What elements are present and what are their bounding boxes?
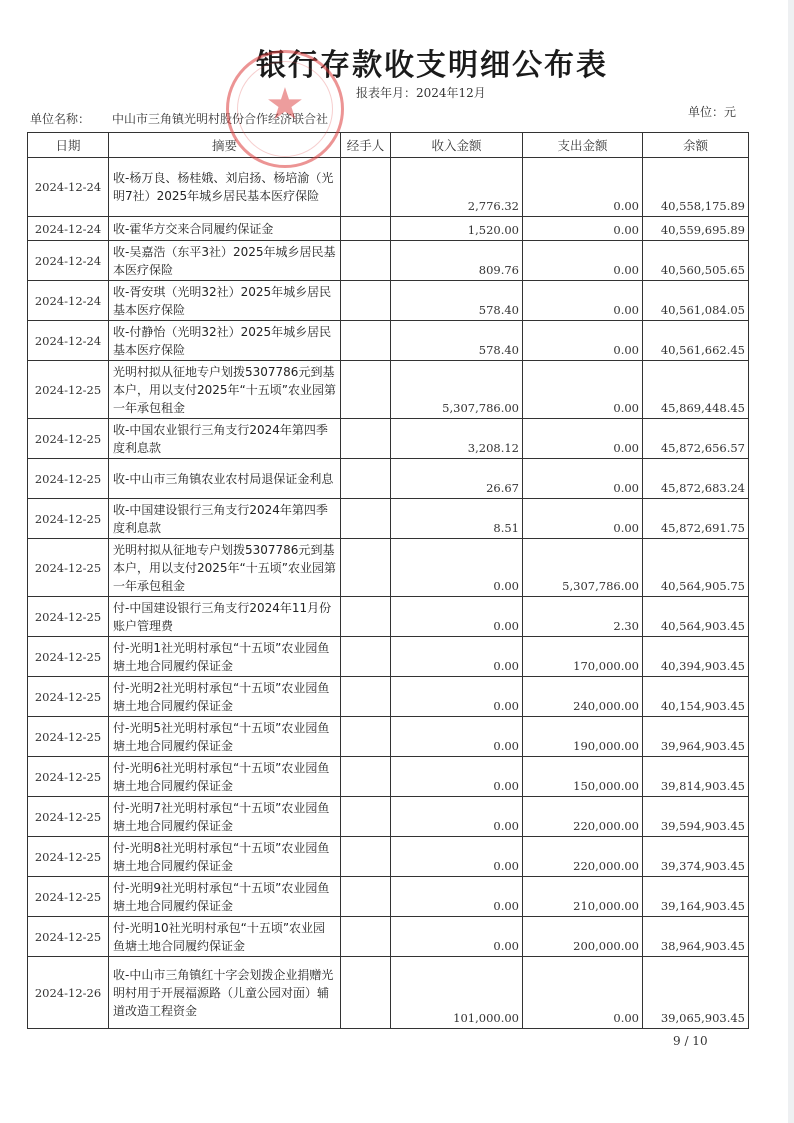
- table-row: [28, 717, 749, 757]
- handler-cell: [341, 539, 391, 597]
- balance-cell: 40,559,695.89: [643, 217, 749, 241]
- table-row: [28, 217, 749, 241]
- unit-name: [30, 110, 328, 127]
- expense-cell: 150,000.00: [523, 757, 643, 797]
- expense-cell: 0.00: [523, 241, 643, 281]
- balance-cell: 40,558,175.89: [643, 158, 749, 217]
- date-cell: 2024-12-25: [28, 917, 109, 957]
- date-cell: 2024-12-25: [28, 877, 109, 917]
- date-cell: 2024-12-24: [28, 241, 109, 281]
- table-row: [28, 241, 749, 281]
- date-cell: 2024-12-25: [28, 361, 109, 419]
- expense-cell: 0.00: [523, 459, 643, 499]
- expense-cell: 210,000.00: [523, 877, 643, 917]
- summary-cell: 光明村拟从征地专户划拨5307786元到基本户，用以支付2025年“十五顷”农业园第一年承包租金: [109, 539, 341, 597]
- balance-cell: 40,560,505.65: [643, 241, 749, 281]
- summary-cell: 收-中山市三角镇农业农村局退保证金利息: [109, 459, 341, 499]
- income-cell: 578.40: [391, 321, 523, 361]
- summary-cell: 付-光明10社光明村承包“十五顷”农业园鱼塘土地合同履约保证金: [109, 917, 341, 957]
- expense-cell: 220,000.00: [523, 797, 643, 837]
- table-row: [28, 637, 749, 677]
- expense-cell: 0.00: [523, 217, 643, 241]
- handler-cell: [341, 361, 391, 419]
- table-row: [28, 877, 749, 917]
- table-row: [28, 158, 749, 217]
- seal-star-icon: ★: [265, 79, 305, 130]
- income-cell: 0.00: [391, 917, 523, 957]
- page-edge: [788, 0, 794, 1123]
- expense-cell: 240,000.00: [523, 677, 643, 717]
- handler-cell: [341, 837, 391, 877]
- unit-name-label: 单位名称：: [30, 112, 91, 126]
- date-cell: 2024-12-25: [28, 539, 109, 597]
- date-cell: 2024-12-25: [28, 837, 109, 877]
- expense-cell: 200,000.00: [523, 917, 643, 957]
- summary-cell: 收-胥安琪（光明32社）2025年城乡居民基本医疗保险: [109, 281, 341, 321]
- expense-cell: 190,000.00: [523, 717, 643, 757]
- expense-cell: 0.00: [523, 281, 643, 321]
- income-cell: 8.51: [391, 499, 523, 539]
- handler-cell: [341, 217, 391, 241]
- expense-cell: 0.00: [523, 957, 643, 1029]
- summary-cell: 付-光明2社光明村承包“十五顷”农业园鱼塘土地合同履约保证金: [109, 677, 341, 717]
- table-row: [28, 539, 749, 597]
- column-header-income: 收入金额: [391, 133, 523, 158]
- handler-cell: [341, 241, 391, 281]
- table-row: [28, 281, 749, 321]
- handler-cell: [341, 419, 391, 459]
- balance-cell: 39,374,903.45: [643, 837, 749, 877]
- table-row: [28, 917, 749, 957]
- balance-cell: 45,872,656.57: [643, 419, 749, 459]
- date-cell: 2024-12-25: [28, 637, 109, 677]
- income-cell: 101,000.00: [391, 957, 523, 1029]
- handler-cell: [341, 597, 391, 637]
- balance-cell: 45,869,448.45: [643, 361, 749, 419]
- income-cell: 0.00: [391, 877, 523, 917]
- balance-cell: 40,561,662.45: [643, 321, 749, 361]
- handler-cell: [341, 917, 391, 957]
- income-cell: 0.00: [391, 677, 523, 717]
- income-cell: 0.00: [391, 797, 523, 837]
- transactions-table: [27, 132, 749, 1029]
- column-header-handler: 经手人: [341, 133, 391, 158]
- income-cell: 5,307,786.00: [391, 361, 523, 419]
- expense-cell: 220,000.00: [523, 837, 643, 877]
- summary-cell: 光明村拟从征地专户划拨5307786元到基本户，用以支付2025年“十五顷”农业园第一年承包租金: [109, 361, 341, 419]
- table-header-row: [28, 133, 749, 158]
- page-indicator: 9 / 10: [673, 1034, 708, 1048]
- summary-cell: 付-光明8社光明村承包“十五顷”农业园鱼塘土地合同履约保证金: [109, 837, 341, 877]
- handler-cell: [341, 637, 391, 677]
- table-row: [28, 837, 749, 877]
- column-header-summary: 摘要: [109, 133, 341, 158]
- date-cell: 2024-12-24: [28, 217, 109, 241]
- handler-cell: [341, 158, 391, 217]
- column-header-expense: 支出金额: [523, 133, 643, 158]
- balance-cell: 39,164,903.45: [643, 877, 749, 917]
- date-cell: 2024-12-25: [28, 499, 109, 539]
- income-cell: 1,520.00: [391, 217, 523, 241]
- table-row: [28, 419, 749, 459]
- table-row: [28, 957, 749, 1029]
- income-cell: 3,208.12: [391, 419, 523, 459]
- expense-cell: 0.00: [523, 419, 643, 459]
- document-title: 银行存款收支明细公布表: [256, 48, 608, 83]
- summary-cell: 收-中国建设银行三角支行2024年第四季度利息款: [109, 499, 341, 539]
- table-row: [28, 321, 749, 361]
- balance-cell: 39,814,903.45: [643, 757, 749, 797]
- balance-cell: 40,561,084.05: [643, 281, 749, 321]
- income-cell: 0.00: [391, 539, 523, 597]
- handler-cell: [341, 499, 391, 539]
- summary-cell: 付-中国建设银行三角支行2024年11月份账户管理费: [109, 597, 341, 637]
- summary-cell: 收-吴嘉浩（东平3社）2025年城乡居民基本医疗保险: [109, 241, 341, 281]
- handler-cell: [341, 877, 391, 917]
- balance-cell: 40,394,903.45: [643, 637, 749, 677]
- expense-cell: 0.00: [523, 321, 643, 361]
- summary-cell: 付-光明7社光明村承包“十五顷”农业园鱼塘土地合同履约保证金: [109, 797, 341, 837]
- balance-cell: 38,964,903.45: [643, 917, 749, 957]
- expense-cell: 2.30: [523, 597, 643, 637]
- income-cell: 2,776.32: [391, 158, 523, 217]
- date-cell: 2024-12-25: [28, 757, 109, 797]
- table-row: [28, 797, 749, 837]
- expense-cell: 0.00: [523, 158, 643, 217]
- handler-cell: [341, 797, 391, 837]
- column-header-balance: 余额: [643, 133, 749, 158]
- date-cell: 2024-12-25: [28, 419, 109, 459]
- expense-cell: 0.00: [523, 499, 643, 539]
- report-period: 报表年月：2024年12月: [356, 86, 486, 100]
- expense-cell: 5,307,786.00: [523, 539, 643, 597]
- balance-cell: 45,872,691.75: [643, 499, 749, 539]
- balance-cell: 39,594,903.45: [643, 797, 749, 837]
- income-cell: 0.00: [391, 637, 523, 677]
- income-cell: 0.00: [391, 717, 523, 757]
- income-cell: 0.00: [391, 837, 523, 877]
- table-row: [28, 499, 749, 539]
- balance-cell: 39,964,903.45: [643, 717, 749, 757]
- handler-cell: [341, 677, 391, 717]
- table-row: [28, 677, 749, 717]
- balance-cell: 45,872,683.24: [643, 459, 749, 499]
- summary-cell: 收-中山市三角镇红十字会划拨企业捐赠光明村用于开展福源路（儿童公园对面）辅道改造工程资金: [109, 957, 341, 1029]
- summary-cell: 付-光明9社光明村承包“十五顷”农业园鱼塘土地合同履约保证金: [109, 877, 341, 917]
- table-row: [28, 597, 749, 637]
- handler-cell: [341, 957, 391, 1029]
- income-cell: 26.67: [391, 459, 523, 499]
- summary-cell: 收-付静怡（光明32社）2025年城乡居民基本医疗保险: [109, 321, 341, 361]
- summary-cell: 收-霍华方交来合同履约保证金: [109, 217, 341, 241]
- income-cell: 0.00: [391, 757, 523, 797]
- handler-cell: [341, 717, 391, 757]
- date-cell: 2024-12-24: [28, 158, 109, 217]
- handler-cell: [341, 321, 391, 361]
- summary-cell: 付-光明1社光明村承包“十五顷”农业园鱼塘土地合同履约保证金: [109, 637, 341, 677]
- income-cell: 809.76: [391, 241, 523, 281]
- handler-cell: [341, 757, 391, 797]
- summary-cell: 收-杨万良、杨桂娥、刘启扬、杨培渝（光明7社）2025年城乡居民基本医疗保险: [109, 158, 341, 217]
- unit-name-value: 中山市三角镇光明村股份合作经济联合社: [112, 112, 329, 126]
- handler-cell: [341, 281, 391, 321]
- table-row: [28, 757, 749, 797]
- date-cell: 2024-12-26: [28, 957, 109, 1029]
- table-row: [28, 459, 749, 499]
- income-cell: 578.40: [391, 281, 523, 321]
- date-cell: 2024-12-25: [28, 797, 109, 837]
- date-cell: 2024-12-24: [28, 321, 109, 361]
- date-cell: 2024-12-24: [28, 281, 109, 321]
- balance-cell: 40,564,903.45: [643, 597, 749, 637]
- summary-cell: 付-光明6社光明村承包“十五顷”农业园鱼塘土地合同履约保证金: [109, 757, 341, 797]
- balance-cell: 39,065,903.45: [643, 957, 749, 1029]
- date-cell: 2024-12-25: [28, 459, 109, 499]
- summary-cell: 收-中国农业银行三角支行2024年第四季度利息款: [109, 419, 341, 459]
- table-row: [28, 361, 749, 419]
- expense-cell: 0.00: [523, 361, 643, 419]
- expense-cell: 170,000.00: [523, 637, 643, 677]
- currency-unit: 单位：元: [688, 105, 737, 119]
- date-cell: 2024-12-25: [28, 717, 109, 757]
- summary-cell: 付-光明5社光明村承包“十五顷”农业园鱼塘土地合同履约保证金: [109, 717, 341, 757]
- handler-cell: [341, 459, 391, 499]
- column-header-date: 日期: [28, 133, 109, 158]
- table-body: [28, 158, 749, 1029]
- balance-cell: 40,564,905.75: [643, 539, 749, 597]
- date-cell: 2024-12-25: [28, 677, 109, 717]
- date-cell: 2024-12-25: [28, 597, 109, 637]
- income-cell: 0.00: [391, 597, 523, 637]
- balance-cell: 40,154,903.45: [643, 677, 749, 717]
